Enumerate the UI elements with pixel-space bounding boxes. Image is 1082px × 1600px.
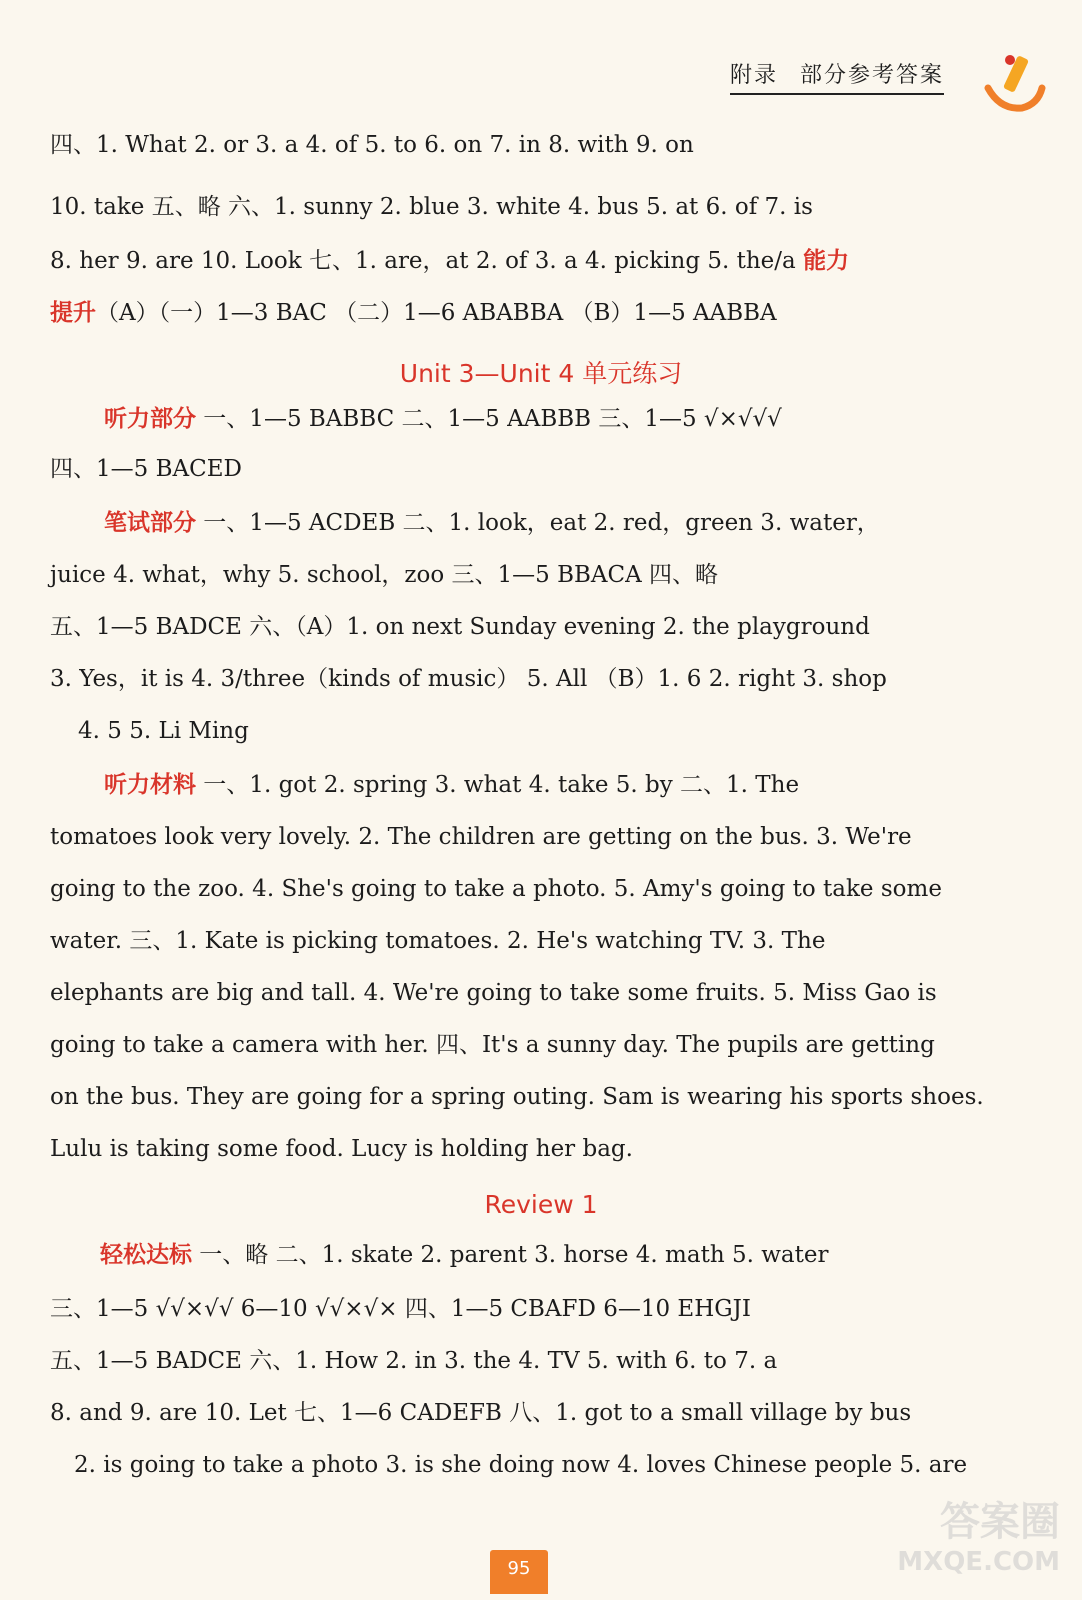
answer-line: 四、1. What 2. or 3. a 4. of 5. to 6. on 7. in 8. with 9. on [50,132,694,158]
answer-line: 8. and 9. are 10. Let 七、1—6 CADEFB 八、1. got to a small village by bus [50,1400,912,1426]
section-heading: Review 1 [484,1190,598,1219]
watermark: 答案圈 MXQE.COM [897,1499,1060,1577]
answer-line: 三、1—5 √√×√√ 6—10 √√×√× 四、1—5 CBAFD 6—10 EHGJI [50,1296,751,1322]
answer-line: 10. take 五、略 六、1. sunny 2. blue 3. white 4. bus 5. at 6. of 7. is [50,194,813,220]
answer-line: 五、1—5 BADCE 六、（A）1. on next Sunday evening 2. the playground [50,614,870,640]
page-header [730,58,944,95]
answer-line: on the bus. They are going for a spring outing. Sam is wearing his sports shoes. [50,1084,984,1110]
page-number: 95 [490,1550,548,1594]
section-label: 听力材料 [104,771,196,798]
answer-line: 五、1—5 BADCE 六、1. How 2. in 3. the 4. TV 5. with 6. to 7. a [50,1348,778,1374]
answer-line: 笔试部分 一、1—5 ACDEB 二、1. look，eat 2. red，green 3. water， [104,509,880,536]
answer-line: water. 三、1. Kate is picking tomatoes. 2. He's watching TV. 3. The [50,928,826,954]
answer-line: going to the zoo. 4. She's going to take a photo. 5. Amy's going to take some [50,876,942,902]
header-title: 部分参考答案 [800,63,945,88]
answer-line: 四、1—5 BACED [50,456,242,482]
answer-line: tomatoes look very lovely. 2. The children are getting on the bus. 3. We're [50,824,912,850]
answer-line: 3. Yes，it is 4. 3/three（kinds of music） 5. All （B）1. 6 2. right 3. shop [50,666,887,692]
answer-line: going to take a camera with her. 四、It's a sunny day. The pupils are getting [50,1032,935,1058]
section-label: 笔试部分 [104,509,196,536]
pen-icon [980,48,1050,118]
answer-line: 2. is going to take a photo 3. is she doing now 4. loves Chinese people 5. are [74,1452,968,1478]
section-label: 能力 [803,247,850,274]
answer-line: 听力部分 一、1—5 BABBC 二、1—5 AABBB 三、1—5 √×√√√ [104,405,782,432]
answer-line: juice 4. what，why 5. school，zoo 三、1—5 BBACA 四、略 [50,562,719,588]
answer-line: 听力材料 一、1. got 2. spring 3. what 4. take 5. by 二、1. The [104,771,800,798]
section-label: 听力部分 [104,405,196,432]
answer-line: elephants are big and tall. 4. We're going to take some fruits. 5. Miss Gao is [50,980,937,1006]
section-heading: Unit 3—Unit 4 单元练习 [399,359,683,388]
section-label: 轻松达标 [100,1241,192,1268]
section-label: 提升 [50,299,96,326]
answer-line: Lulu is taking some food. Lucy is holding her bag. [50,1136,633,1162]
answer-line: 4. 5 5. Li Ming [78,718,249,744]
answer-line: 提升（A）（一）1—3 BAC （二）1—6 ABABBA （B）1—5 AABBA [50,299,777,326]
answer-line: 轻松达标 一、略 二、1. skate 2. parent 3. horse 4. math 5. water [100,1241,829,1268]
appendix-label: 附录 [730,63,779,88]
answer-line: 8. her 9. are 10. Look 七、1. are，at 2. of 3. a 4. picking 5. the/a 能力 [50,247,850,274]
